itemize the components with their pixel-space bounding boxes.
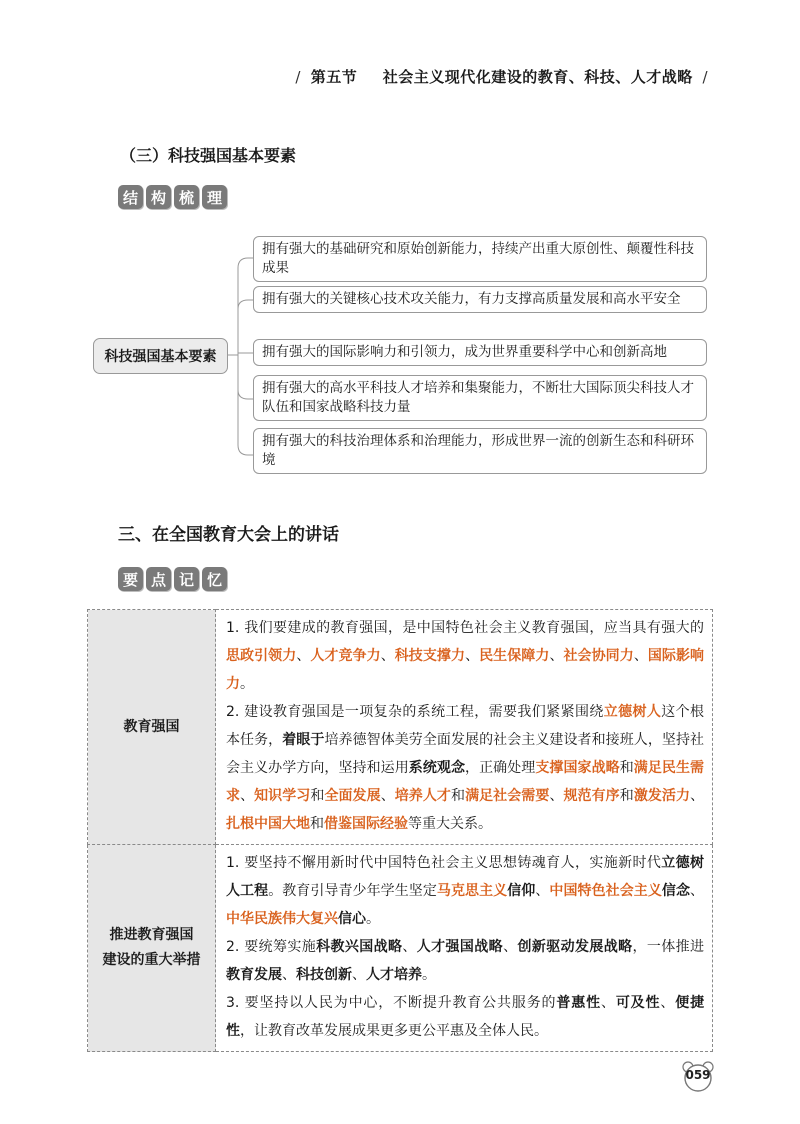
text-run: 培养德智体美劳全面发展的社会主义建设者和接班人，坚持社会主义办学方向，坚持和运用 <box>226 732 705 776</box>
bold-text: 科技创新 <box>296 967 352 983</box>
text-run: ，让教育改革发展成果更多更公平惠及全体人民。 <box>240 1023 548 1039</box>
text-run: 1. 我们要建成的教育强国，是中国特色社会主义教育强国，应当具有强大的 <box>226 620 704 636</box>
highlight-text: 借鉴国际经验 <box>324 816 408 832</box>
paragraph <box>226 698 704 838</box>
highlight-text: 社会协同力 <box>563 648 634 664</box>
row-label-text: 教育强国 <box>123 718 180 735</box>
text-run: 、 <box>282 967 296 983</box>
text-run: 。 <box>240 676 254 692</box>
row-content <box>216 845 713 1052</box>
highlight-text: 培养人才 <box>394 788 451 804</box>
text-run: 、 <box>402 939 417 955</box>
text-run: 、 <box>296 648 311 664</box>
bold-text: 人才培养 <box>366 967 422 983</box>
text-run: 和 <box>451 788 466 804</box>
row-label-text: 建设的重大举措 <box>102 952 201 968</box>
highlight-text: 思政引领力 <box>226 648 297 664</box>
highlight-text: 中华民族伟大复兴 <box>226 911 338 927</box>
text-run: 、 <box>535 883 550 899</box>
bold-text: 教育发展 <box>226 967 282 983</box>
bold-text: 信仰 <box>507 883 536 899</box>
tree-leaf: 拥有强大的国际影响力和引领力，成为世界重要科学中心和创新高地 <box>253 339 707 366</box>
text-run: 1. 要坚持不懈用新时代中国特色社会主义思想铸魂育人，实施新时代 <box>226 855 662 871</box>
text-run: 这个根本任务， <box>226 704 705 748</box>
tree-root: 科技强国基本要素 <box>93 338 228 374</box>
text-run: 、 <box>465 648 480 664</box>
highlight-text: 扎根中国大地 <box>226 816 310 832</box>
bold-text: 人才强国战略 <box>416 939 504 955</box>
bold-text: 可及性 <box>615 995 661 1011</box>
bold-text: 立德树人工程 <box>226 855 704 899</box>
highlight-text: 国际影响力 <box>226 648 705 692</box>
highlight-text: 知识学习 <box>254 788 311 804</box>
paragraph <box>226 933 704 989</box>
text-run: 、 <box>352 967 366 983</box>
paragraph <box>226 849 704 933</box>
bold-text: 科教兴国战略 <box>316 939 403 955</box>
text-run: 、 <box>503 939 518 955</box>
key-points-badge <box>118 567 227 591</box>
text-run: 、 <box>380 788 395 804</box>
page-number-badge <box>680 1058 716 1094</box>
badge-char: 点 <box>146 567 171 591</box>
text-run: 、 <box>633 648 648 664</box>
bold-text: 系统观念 <box>408 760 466 776</box>
header-title: 社会主义现代化建设的教育、科技、人才战略 <box>382 68 693 86</box>
tree-leaf: 拥有强大的高水平科技人才培养和集聚能力，不断壮大国际顶尖科技人才队伍和国家战略科技力量 <box>253 375 707 421</box>
table-row <box>88 610 713 845</box>
table-row <box>88 845 713 1052</box>
text-run: 和 <box>619 760 634 776</box>
running-header <box>291 66 712 87</box>
highlight-text: 满足民生需求 <box>226 760 705 804</box>
text-run: 和 <box>310 816 324 832</box>
bold-text: 着眼于 <box>282 732 325 748</box>
sub-heading: （三）科技强国基本要素 <box>120 146 297 165</box>
text-run: 、 <box>660 995 676 1011</box>
highlight-text: 激发活力 <box>633 788 691 804</box>
tree-leaf: 拥有强大的关键核心技术攻关能力，有力支撑高质量发展和高水平安全 <box>253 286 707 313</box>
text-run: 2. 要统筹实施 <box>226 939 317 955</box>
row-label <box>88 610 216 845</box>
page-number: 059 <box>685 1068 711 1082</box>
highlight-text: 支撑国家战略 <box>535 760 620 776</box>
highlight-text: 全面发展 <box>324 788 381 804</box>
badge-char: 忆 <box>202 567 227 591</box>
text-run: 、 <box>690 883 705 899</box>
text-run: 、 <box>240 788 255 804</box>
highlight-text: 马克思主义 <box>436 883 508 899</box>
section-heading: 三、在全国教育大会上的讲话 <box>118 525 339 545</box>
text-run: 、 <box>600 995 616 1011</box>
highlight-text: 立德树人 <box>603 704 662 720</box>
highlight-text: 中国特色社会主义 <box>549 883 662 899</box>
highlight-text: 规范有序 <box>563 788 620 804</box>
paragraph <box>226 614 704 698</box>
row-label-text: 推进教育强国 <box>109 927 194 943</box>
text-run: ，一体推进 <box>632 939 705 955</box>
structure-badge <box>118 185 227 209</box>
header-slash-right: / <box>702 68 708 86</box>
badge-char: 构 <box>146 185 171 209</box>
text-run: 、 <box>549 648 564 664</box>
text-run: 3. 要坚持以人民为中心，不断提升教育公共服务的 <box>226 995 557 1011</box>
header-section: 第五节 <box>310 68 358 86</box>
paragraph <box>226 989 704 1045</box>
text-run: 、 <box>549 788 564 804</box>
badge-char: 梳 <box>174 185 199 209</box>
text-run: 和 <box>619 788 634 804</box>
text-run: 2. 建设教育强国是一项复杂的系统工程，需要我们紧紧围绕 <box>226 704 604 720</box>
text-run: 。 <box>366 911 380 927</box>
highlight-text: 人才竞争力 <box>310 648 381 664</box>
key-points-table <box>87 609 713 1052</box>
text-run: 、 <box>690 788 705 804</box>
bold-text: 普惠性 <box>556 995 601 1011</box>
bold-text: 便捷性 <box>226 995 705 1039</box>
text-run: 。教育引导青少年学生坚定 <box>268 883 437 899</box>
bold-text: 信念 <box>661 883 691 899</box>
highlight-text: 满足社会需要 <box>465 788 550 804</box>
bold-text: 信心 <box>338 911 366 927</box>
bold-text: 创新驱动发展战略 <box>517 939 633 955</box>
text-run: 。 <box>422 967 436 983</box>
highlight-text: 科技支撑力 <box>394 648 466 664</box>
row-label <box>88 845 216 1052</box>
text-run: 和 <box>310 788 325 804</box>
header-slash-left: / <box>295 68 301 86</box>
badge-char: 记 <box>174 567 199 591</box>
tree-leaf: 拥有强大的科技治理体系和治理能力，形成世界一流的创新生态和科研环境 <box>253 428 707 474</box>
badge-char: 理 <box>202 185 227 209</box>
badge-char: 结 <box>118 185 143 209</box>
highlight-text: 民生保障力 <box>479 648 550 664</box>
text-run: ，正确处理 <box>465 760 536 776</box>
text-run: 、 <box>380 648 395 664</box>
row-content <box>216 610 713 845</box>
tree-leaf: 拥有强大的基础研究和原始创新能力，持续产出重大原创性、颠覆性科技成果 <box>253 236 707 282</box>
text-run: 等重大关系。 <box>408 816 492 832</box>
badge-char: 要 <box>118 567 143 591</box>
